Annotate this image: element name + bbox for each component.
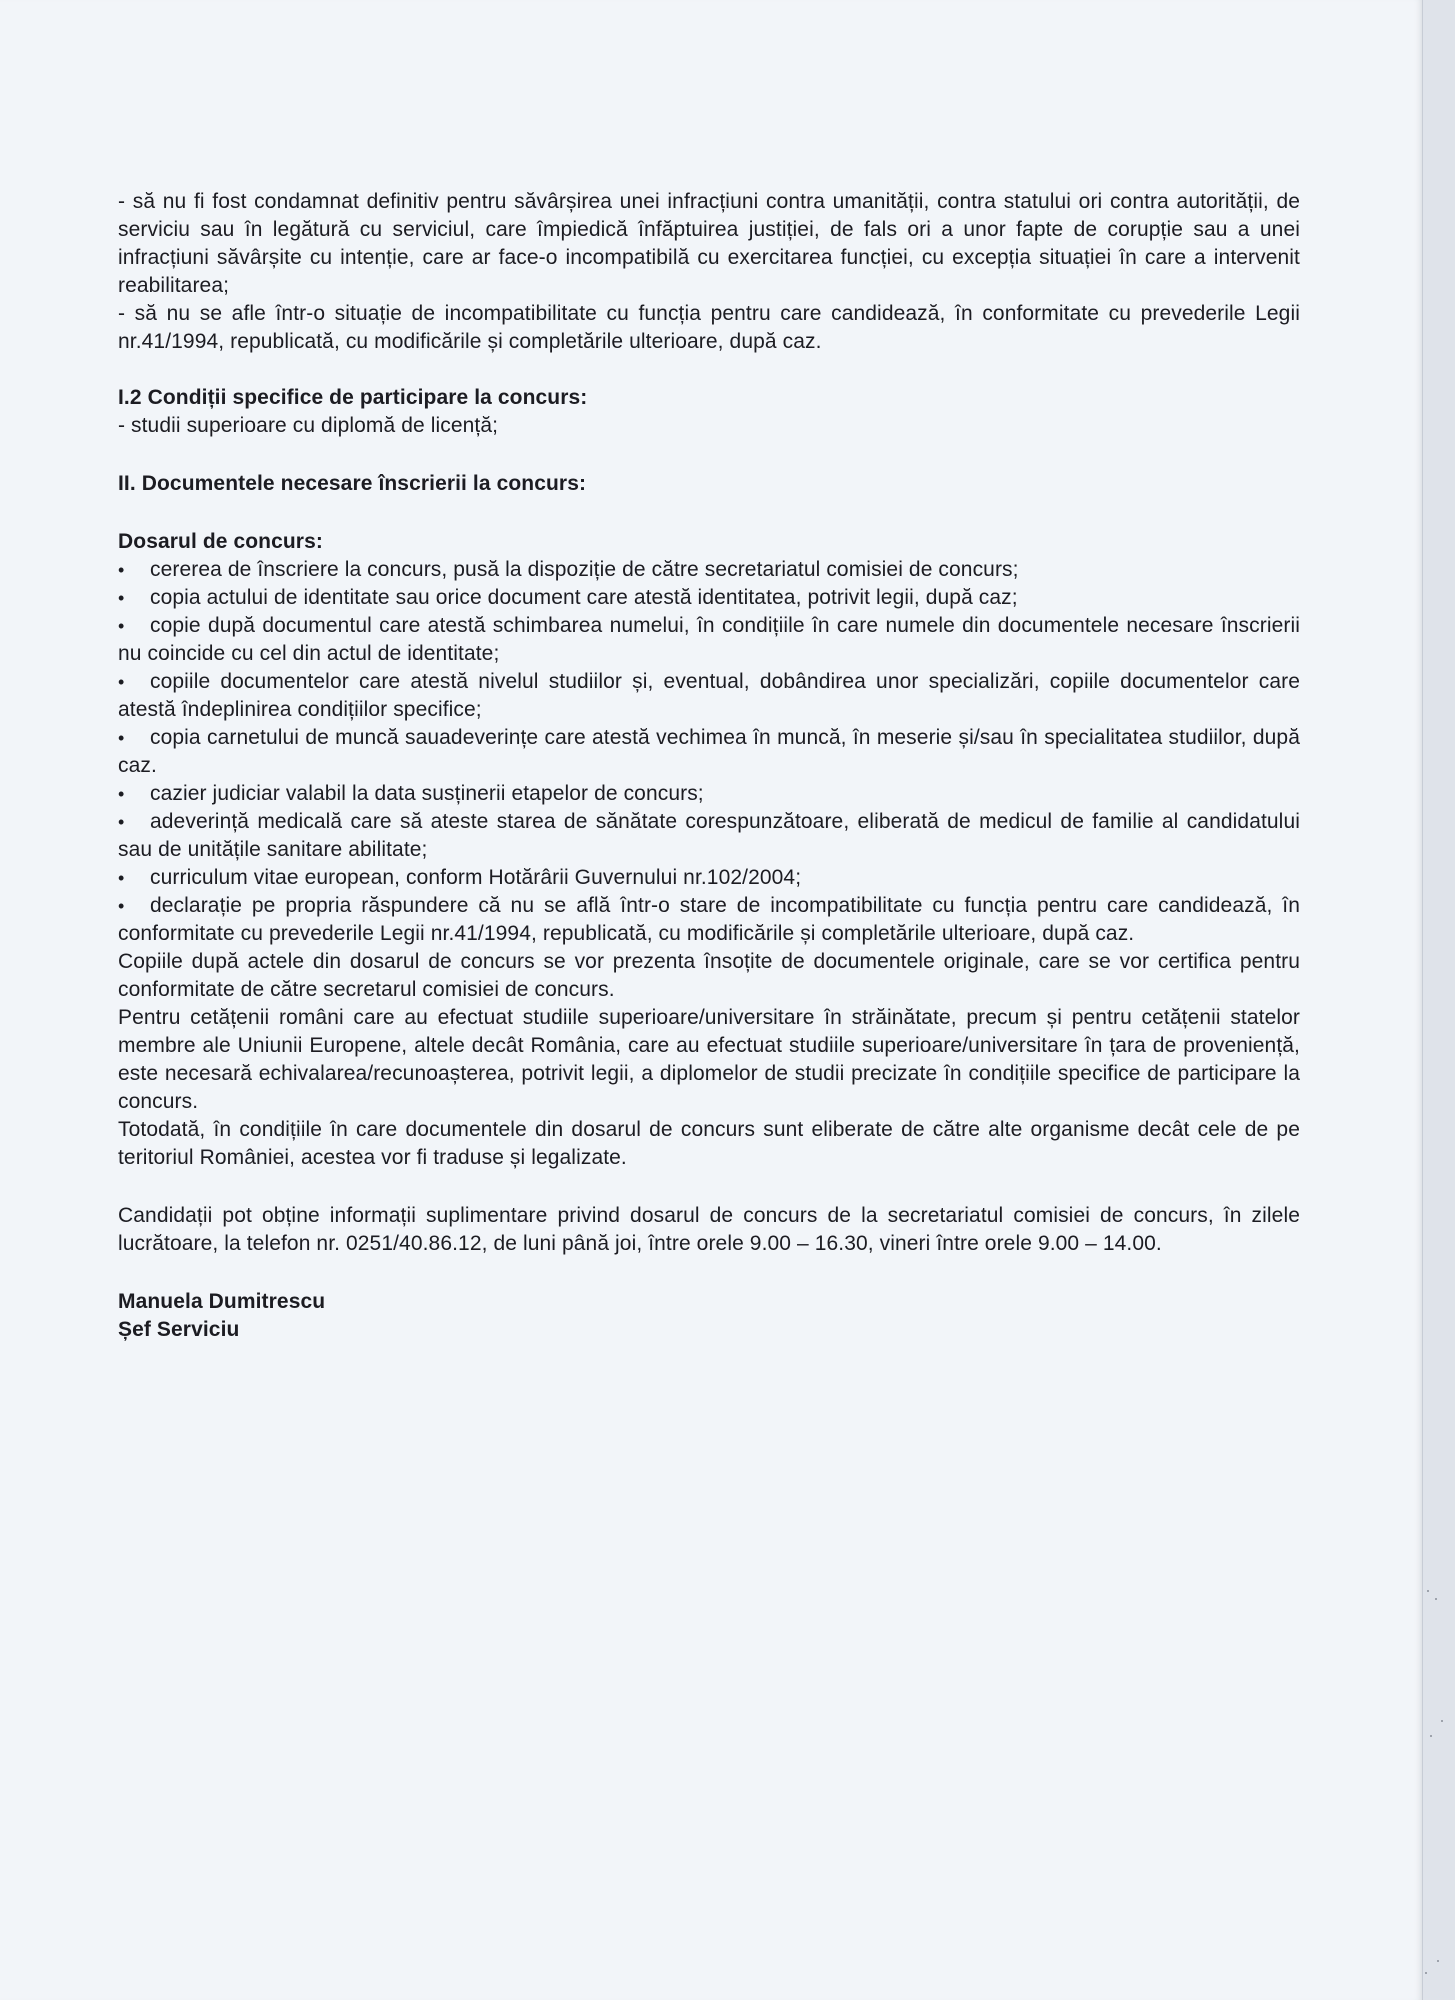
intro-paragraph-1: - să nu fi fost condamnat definitiv pentru săvârșirea unei infracțiuni contra umanității, contra statului ori contra autorității, de serviciu sau în legătură cu serviciul, care împiedică înfăptuirea justiției, de fals ori a unor fapte de corupție sau a unei infracțiuni săvârșite cu intenție, care ar face-o incompatibilă cu exercitarea funcției, cu excepția situației în care a intervenit reabilitarea; (118, 190, 1300, 297)
signatory-title: Șef Serviciu (118, 1318, 240, 1341)
bullet-icon: • (118, 868, 125, 888)
copies-paragraph: Copiile după actele din dosarul de concurs se vor prezenta însoțite de documentele originale, care se vor certifica pentru conformitate de către secretarul comisiei de concurs. (118, 950, 1300, 1001)
bullet-icon: • (118, 616, 125, 636)
list-item: • adeverință medicală care să ateste starea de sănătate corespunzătoare, eliberată de medicul de familie al candidatului sau de unitățile sanitare abilitate; (118, 810, 1300, 861)
bullet-icon: • (118, 588, 125, 608)
dosar-heading: Dosarul de concurs: (118, 530, 323, 553)
list-item: • copie după documentul care atestă schimbarea numelui, în condițiile în care numele din documentele necesare înscrierii nu coincide cu cel din actul de identitate; (118, 614, 1300, 665)
bullet-icon: • (118, 560, 125, 580)
bullet-icon: • (118, 728, 125, 748)
dosar-list (118, 556, 1300, 948)
list-item: • copia actului de identitate sau orice document care atestă identitatea, potrivit legii, după caz; (118, 584, 1300, 612)
section-1-2-line: - studii superioare cu diplomă de licență; (118, 414, 499, 437)
list-item: • curriculum vitae european, conform Hotărârii Guvernului nr.102/2004; (118, 864, 1300, 892)
signatory-name: Manuela Dumitrescu (118, 1290, 326, 1313)
bullet-icon: • (118, 896, 125, 916)
bullet-icon: • (118, 672, 125, 692)
contact-paragraph: Candidații pot obține informații suplimentare privind dosarul de concurs de la secretariatul comisiei de concurs, în zilele lucrătoare, la telefon nr. 0251/40.86.12, de luni până joi, între orele 9.00 – 16.30, vineri între orele 9.00 – 14.00. (118, 1204, 1300, 1255)
intro-paragraph-2: - să nu se afle într-o situație de incompatibilitate cu funcția pentru care candidează, în conformitate cu prevederile Legii nr.41/1994, republicată, cu modificările și completările ulterioare, după caz. (118, 302, 1300, 353)
section-1-2-heading: I.2 Condiții specifice de participare la concurs: (118, 386, 588, 409)
bullet-icon: • (118, 812, 125, 832)
list-item: • cererea de înscriere la concurs, pusă la dispoziție de către secretariatul comisiei de concurs; (118, 556, 1300, 584)
section-2-heading: II. Documentele necesare înscrierii la concurs: (118, 472, 587, 495)
list-item: • cazier judiciar valabil la data susținerii etapelor de concurs; (118, 780, 1300, 808)
list-item: • copia carnetului de muncă sauadeverințe care atestă vechimea în muncă, în meserie și/sau în specialitatea studiilor, după caz. (118, 726, 1300, 777)
foreign-studies-paragraph: Pentru cetățenii români care au efectuat studiile superioare/universitare în străinătate, precum și pentru cetățenii statelor membre ale Uniunii Europene, altele decât România, care au efectuat studiile superioare/universitare în țara de proveniență, este necesară echivalarea/recunoașterea, potrivit legii, a diplomelor de studii precizate în condițiile specifice de participare la concurs. (118, 1006, 1300, 1113)
scan-specks (1421, 1580, 1449, 2000)
bullet-icon: • (118, 784, 125, 804)
list-item: • copiile documentelor care atestă nivelul studiilor și, eventual, dobândirea unor specializări, copiile documentelor care atestă îndeplinirea condițiilor specifice; (118, 670, 1300, 721)
document-body (118, 188, 1300, 1344)
signature-block (118, 1288, 1300, 1344)
translation-paragraph: Totodată, în condițiile în care documentele din dosarul de concurs sunt eliberate de către alte organisme decât cele de pe teritoriul României, acestea vor fi traduse și legalizate. (118, 1118, 1300, 1169)
list-item: • declarație pe propria răspundere că nu se află într-o stare de incompatibilitate cu funcția pentru care candidează, în conformitate cu prevederile Legii nr.41/1994, republicată, cu modificările și completările ulterioare, după caz. (118, 894, 1300, 945)
